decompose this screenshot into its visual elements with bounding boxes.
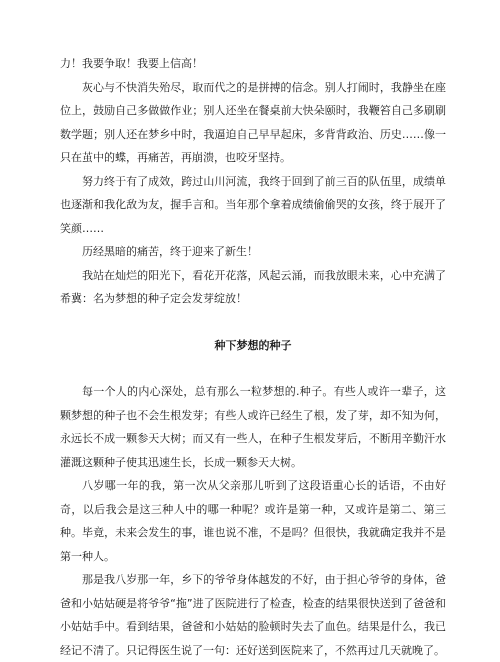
paragraph: 那是我八岁那一年，乡下的爷爷身体越发的不好，由于担心爷爷的身体，爸爸和小姑姑硬是将爷爷“拖”进了医院进行了检查，检查的结果很快送到了爸爸和小姑姑手中。看到结果，爸爸和小姑姑的脸顿时失去了血色。结果是什么，我已经记不清了。只记得医生说了一句：还好送到医院来了，不然再过几天就晚了。: [60, 573, 446, 657]
paragraph: 历经黑暗的痛苦，终于迎来了新生！: [82, 245, 258, 258]
article-title: 种下梦想的种子: [214, 338, 292, 352]
article-page: [60, 52, 446, 662]
paragraph-continuation: 力！我要争取！我要上信高！: [60, 57, 203, 70]
paragraph: 灰心与不快消失殆尽，取而代之的是拼搏的信念。别人打闹时，我静坐在座位上，鼓励自己多做做作业；别人还坐在餐桌前大快朵颐时，我鞭笞自己多刷刷数学题；别人还在梦乡中时，我逼迫自己早早起床，多背背政治、历史……像一只在茧中的蝶，再痛苦，再崩溃，也咬牙坚持。: [60, 80, 446, 164]
paragraph: 每一个人的内心深处，总有那么一粒梦想的.种子。有些人或许一辈子，这颗梦想的种子也不会生根发芽；有些人或许已经生了根，发了芽，却不知为何，永远长不成一颗参天大树；而又有一些人，在种子生根发芽后，不断用辛勤汗水灌溉这颗种子使其迅速生长，长成一颗参天大树。: [60, 385, 446, 469]
paragraph: 八岁哪一年的我，第一次从父亲那儿听到了这段语重心长的话语，不由好奇，以后我会是这三种人中的哪一种呢？或许是第一种，又或许是第二、第三种。毕竟，未来会发生的事，谁也说不准，不是吗？但很快，我就确定我并不是第一种人。: [60, 479, 446, 563]
paragraph: 努力终于有了成效，跨过山川河流，我终于回到了前三百的队伍里，成绩单也逐渐和我化敌为友，握手言和。当年那个拿着成绩偷偷哭的女孩，终于展开了笑颜……: [60, 174, 446, 235]
paragraph: 我站在灿烂的阳光下，看花开花落，风起云涌，而我放眼未来，心中充满了希冀：名为梦想的种子定会发芽绽放！: [60, 268, 446, 305]
